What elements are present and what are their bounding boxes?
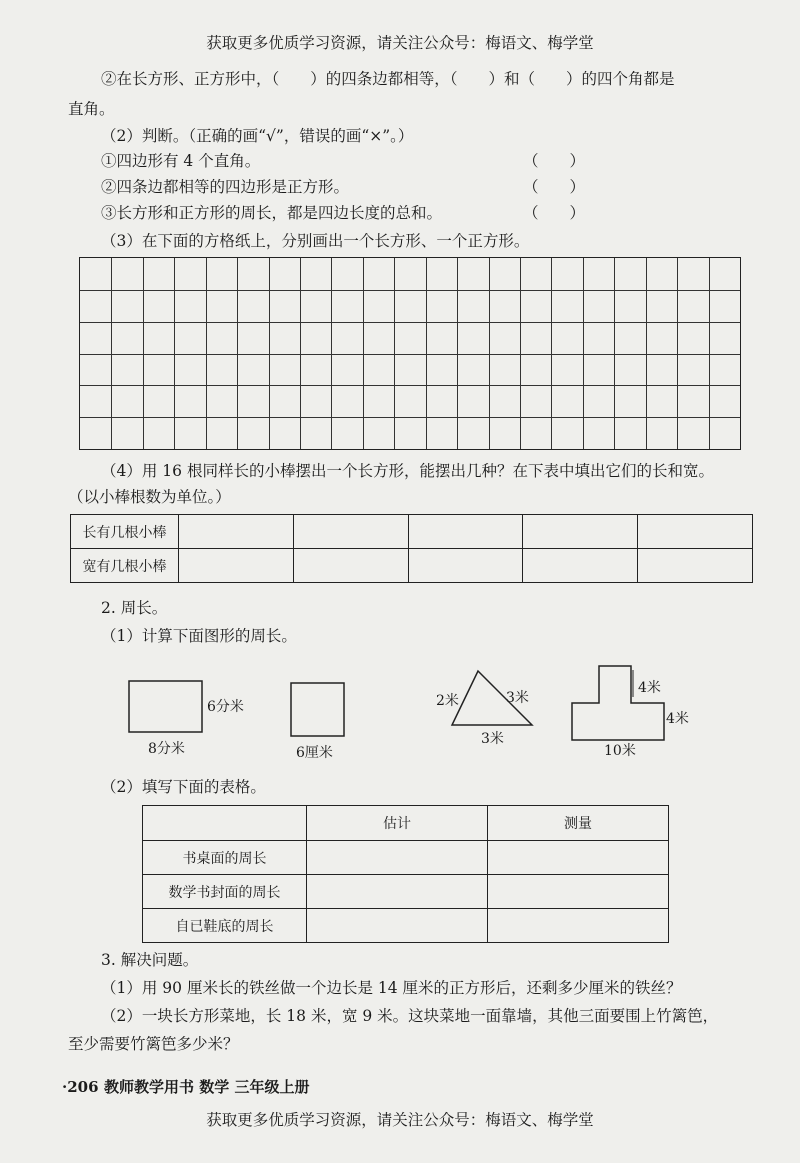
polygon-bottom-label: 10米 — [604, 743, 636, 759]
judge-item-1: ①四边形有 4 个直角。 — [101, 152, 261, 170]
answer-cell[interactable] — [523, 515, 638, 549]
answer-cell[interactable] — [488, 841, 669, 875]
rect-side-label: 6分米 — [207, 699, 244, 715]
draw-instruction: （3）在下面的方格纸上，分别画出一个长方形、一个正方形。 — [101, 232, 530, 250]
answer-cell[interactable] — [307, 909, 488, 943]
judge-title: （2）判断。（正确的画“√”，错误的画“×”。） — [101, 127, 414, 145]
header-cell-measure: 测量 — [488, 806, 669, 841]
polygon-top-label: 4米 — [638, 680, 661, 696]
answer-cell[interactable] — [408, 515, 523, 549]
table-header-row — [143, 806, 669, 841]
table-row — [71, 549, 753, 583]
section3-title: 3. 解决问题。 — [101, 951, 199, 969]
row-label: 书桌面的周长 — [143, 841, 307, 875]
row-label: 宽有几根小棒 — [71, 549, 179, 583]
triangle-right-label: 3米 — [506, 690, 529, 706]
answer-cell[interactable] — [523, 549, 638, 583]
grid-line-horizontal — [80, 322, 740, 323]
rect-bottom-label: 8分米 — [148, 741, 185, 757]
triangle-left-label: 2米 — [436, 693, 459, 709]
judge-item-3: ③长方形和正方形的周长，都是四边长度的总和。 — [101, 204, 443, 222]
polygon-right-label: 4米 — [666, 711, 689, 727]
grid-paper[interactable] — [79, 257, 741, 450]
answer-cell[interactable] — [307, 841, 488, 875]
judge-paren-2[interactable]: （ ） — [523, 178, 586, 196]
grid-line-horizontal — [80, 354, 740, 355]
table-row — [143, 909, 669, 943]
watermark-header: 获取更多优质学习资源，请关注公众号：梅语文、梅学堂 — [206, 34, 594, 52]
rectangle-shape — [129, 681, 202, 732]
answer-cell[interactable] — [179, 549, 294, 583]
row-label: 长有几根小棒 — [71, 515, 179, 549]
table-row — [143, 875, 669, 909]
answer-cell[interactable] — [488, 875, 669, 909]
q1-2-line2: 直角。 — [68, 100, 115, 118]
judge-paren-1[interactable]: （ ） — [523, 152, 586, 170]
book-title: 教师教学用书 数学 三年级上册 — [104, 1078, 310, 1096]
grid-line-horizontal — [80, 290, 740, 291]
answer-cell[interactable] — [293, 549, 408, 583]
perimeter-table — [142, 805, 669, 943]
answer-cell[interactable] — [638, 549, 753, 583]
page-number: ·206 — [62, 1078, 99, 1096]
q1-2-line1: ②在长方形、正方形中，（ ）的四条边都相等，（ ）和（ ）的四个角都是 — [101, 70, 675, 88]
square-label: 6厘米 — [296, 745, 333, 761]
judge-paren-3[interactable]: （ ） — [523, 204, 586, 222]
section2-title: 2. 周长。 — [101, 599, 168, 617]
answer-cell[interactable] — [179, 515, 294, 549]
section3-q2-line2: 至少需要竹篱笆多少米？ — [68, 1035, 239, 1053]
answer-cell[interactable] — [307, 875, 488, 909]
judge-item-2: ②四条边都相等的四边形是正方形。 — [101, 178, 350, 196]
table-row — [71, 515, 753, 549]
answer-cell[interactable] — [408, 549, 523, 583]
answer-cell[interactable] — [488, 909, 669, 943]
section2-q2: （2）填写下面的表格。 — [101, 778, 266, 796]
section3-q2-line1: （2）一块长方形菜地，长 18 米，宽 9 米。这块菜地一面靠墙，其他三面要围上竹篱笆， — [101, 1007, 719, 1025]
header-cell-estimate: 估计 — [307, 806, 488, 841]
sticks-line2: （以小棒根数为单位。） — [68, 488, 231, 506]
section2-q1: （1）计算下面图形的周长。 — [101, 627, 297, 645]
grid-line-horizontal — [80, 385, 740, 386]
answer-cell[interactable] — [293, 515, 408, 549]
answer-cell[interactable] — [638, 515, 753, 549]
grid-line-horizontal — [80, 417, 740, 418]
watermark-footer: 获取更多优质学习资源，请关注公众号：梅语文、梅学堂 — [206, 1111, 594, 1129]
table-row — [143, 841, 669, 875]
square-shape — [291, 683, 344, 736]
section3-q1: （1）用 90 厘米长的铁丝做一个边长是 14 厘米的正方形后，还剩多少厘米的铁丝？ — [101, 979, 682, 997]
triangle-bottom-label: 3米 — [481, 731, 504, 747]
row-label: 自已鞋底的周长 — [143, 909, 307, 943]
sticks-line1: （4）用 16 根同样长的小棒摆出一个长方形，能摆出几种？在下表中填出它们的长和宽。 — [101, 462, 714, 480]
header-cell-empty — [143, 806, 307, 841]
row-label: 数学书封面的周长 — [143, 875, 307, 909]
sticks-table — [70, 514, 753, 583]
